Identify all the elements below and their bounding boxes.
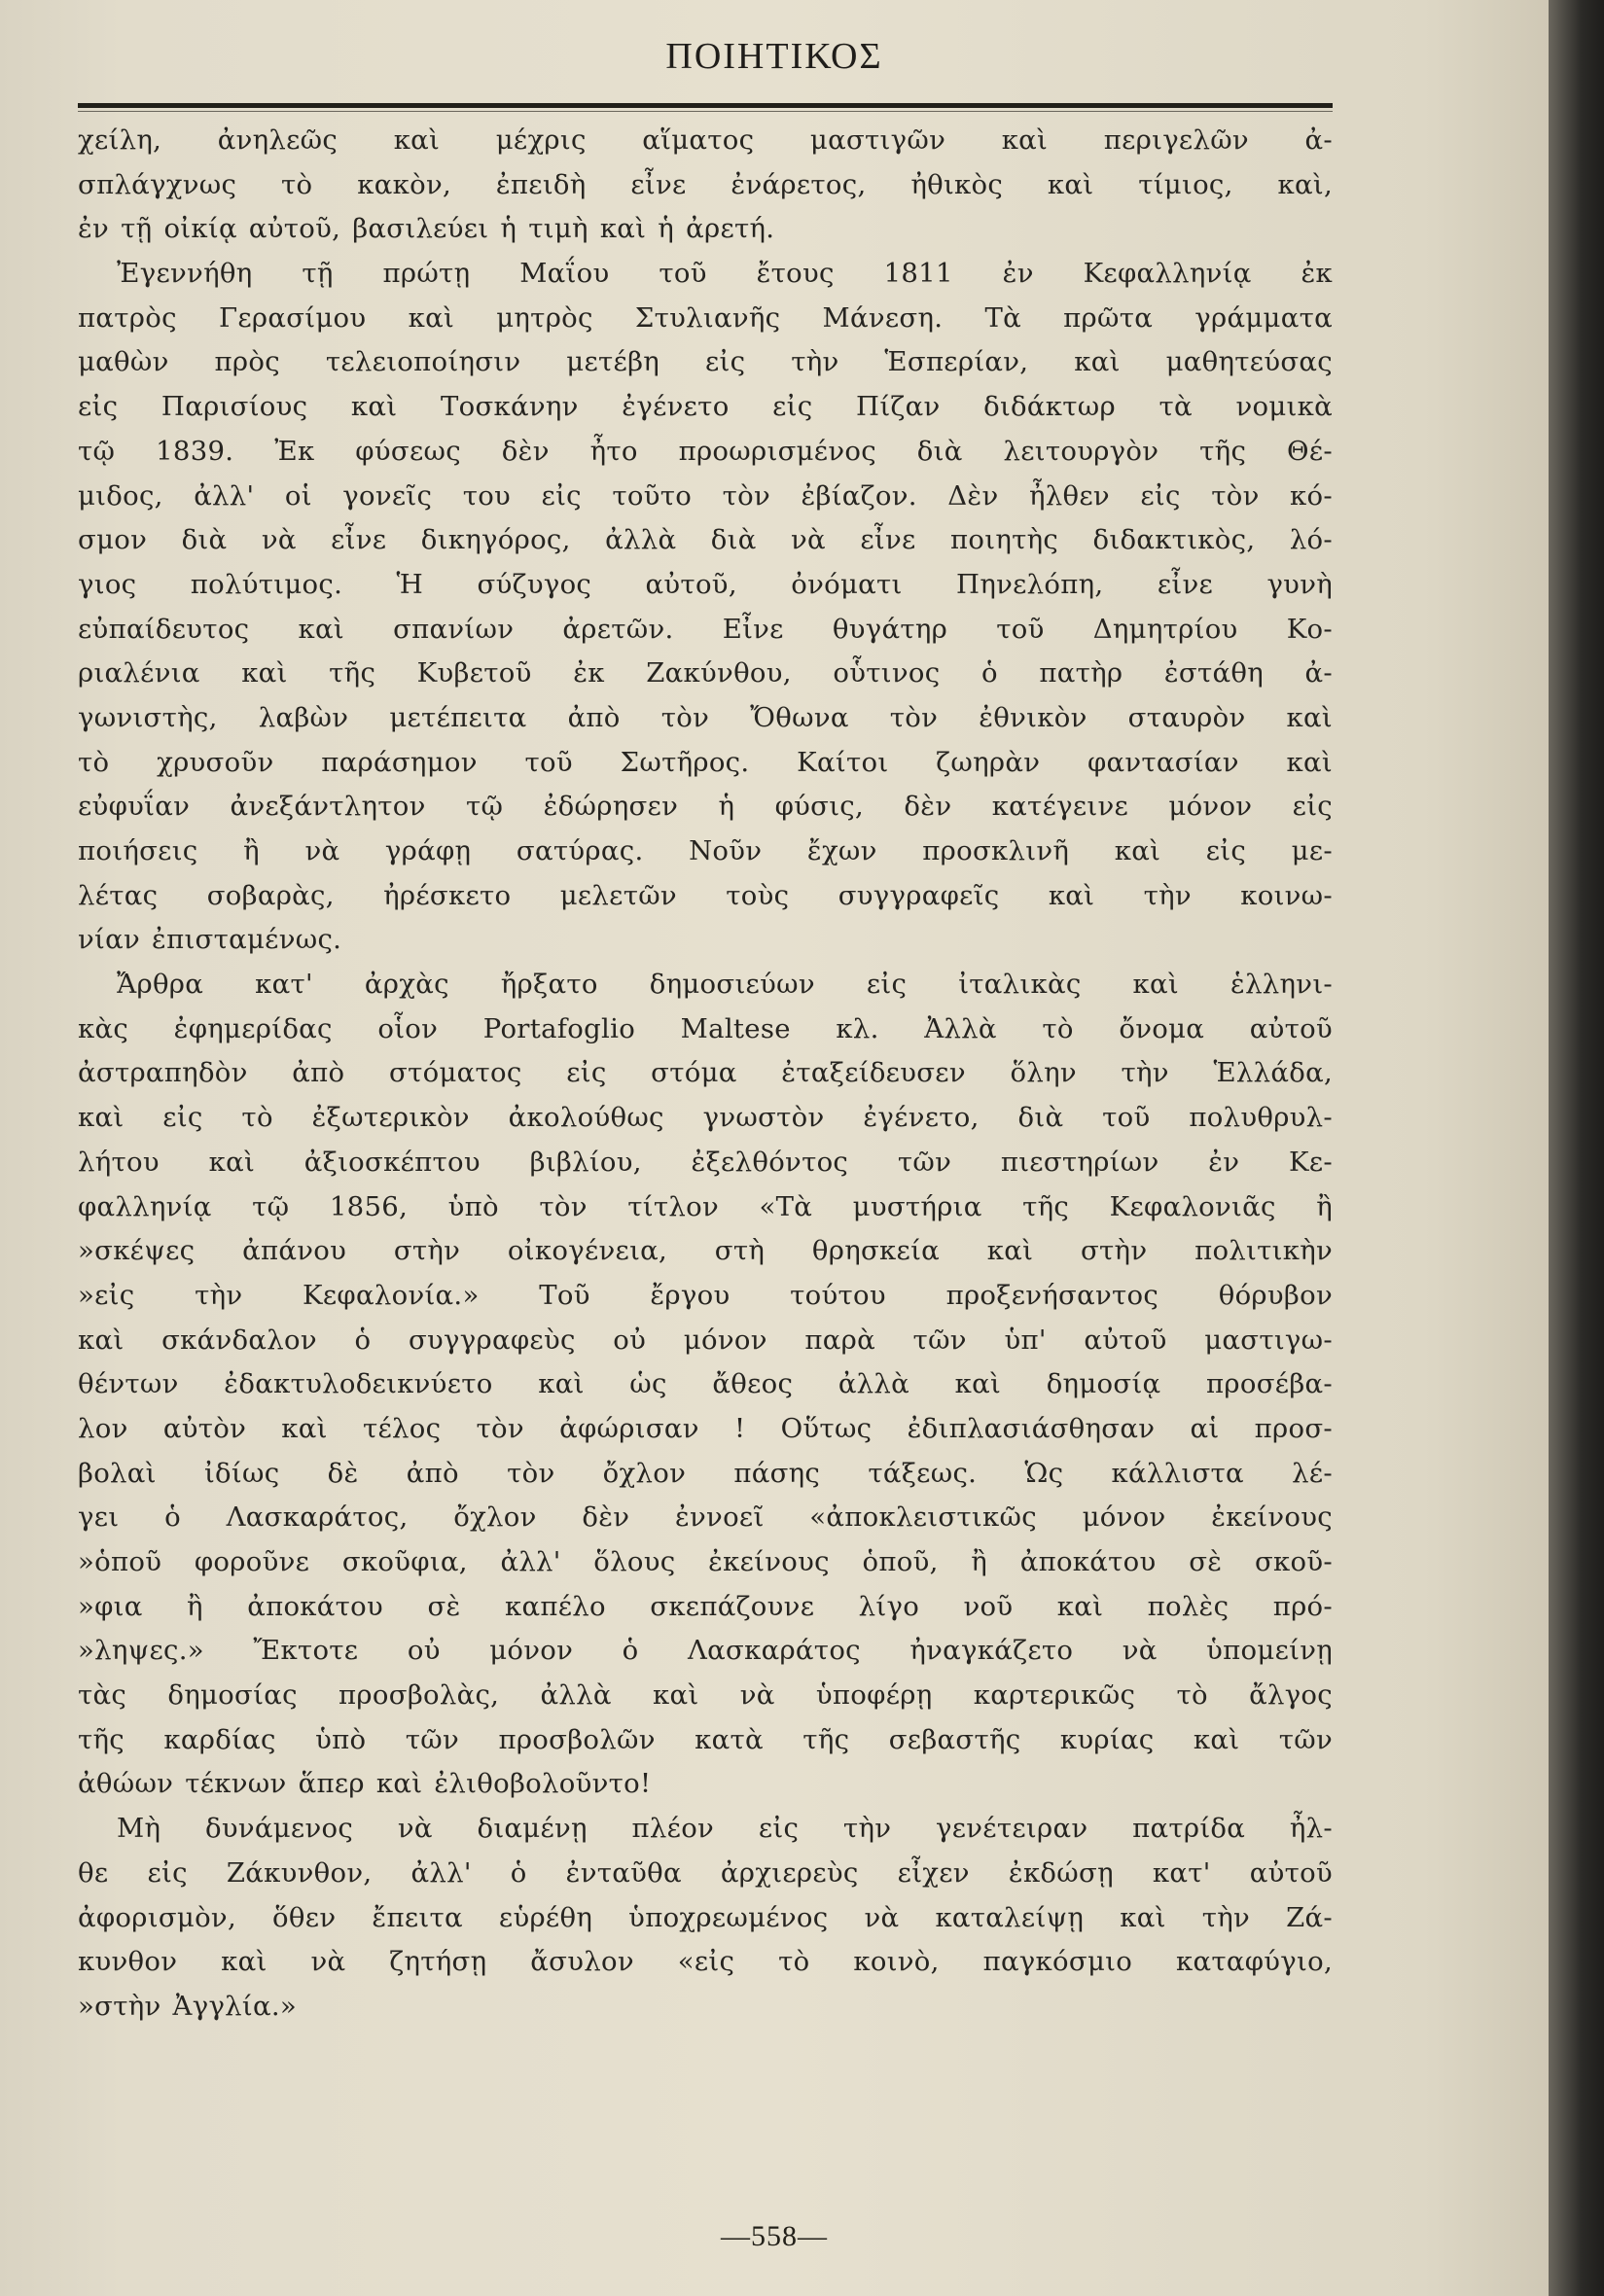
text-line: κὰς ἐφημερίδας οἷον Portafoglio Maltese κλ. Ἀλλὰ τὸ ὄνομα αὐτοῦ bbox=[78, 1012, 1333, 1044]
text-line: λον αὐτὸν καὶ τέλος τὸν ἀφώρισαν ! Οὕτως ἐδιπλασιάσθησαν αἱ προσ- bbox=[78, 1412, 1333, 1444]
text-line: ποιήσεις ἢ νὰ γράφῃ σατύρας. Νοῦν ἔχων προσκλινῆ καὶ εἰς με- bbox=[78, 835, 1333, 866]
page-number: —558— bbox=[721, 2220, 828, 2252]
body-text bbox=[78, 119, 1333, 2030]
running-head: ΠΟΙΗΤΙΚΟΣ bbox=[665, 36, 883, 77]
text-line: κυνθον καὶ νὰ ζητήσῃ ἄσυλον «εἰς τὸ κοινὸ, παγκόσμιο καταφύγιο, bbox=[78, 1946, 1333, 1978]
text-line: σπλάγχνως τὸ κακὸν, ἐπειδὴ εἶνε ἐνάρετος, ἠθικὸς καὶ τίμιος, καὶ, bbox=[78, 168, 1333, 200]
text-line: εὐπαίδευτος καὶ σπανίων ἀρετῶν. Εἶνε θυγάτηρ τοῦ Δημητρίου Κο- bbox=[78, 613, 1333, 645]
header-rule-thin bbox=[78, 111, 1333, 112]
text-line: φαλληνίᾳ τῷ 1856, ὑπὸ τὸν τίτλον «Τὰ μυστήρια τῆς Κεφαλονιᾶς ἢ bbox=[78, 1190, 1333, 1222]
text-line: »στὴν Ἀγγλία.» bbox=[78, 1990, 298, 2022]
text-line: μαθὼν πρὸς τελειοποίησιν μετέβη εἰς τὴν Ἑσπερίαν, καὶ μαθητεύσας bbox=[78, 346, 1333, 378]
text-line: θε εἰς Ζάκυνθον, ἀλλ' ὁ ἐνταῦθα ἀρχιερεὺς εἶχεν ἐκδώσῃ κατ' αὐτοῦ bbox=[78, 1856, 1333, 1889]
text-line: Ἄρθρα κατ' ἀρχὰς ἤρξατο δημοσιεύων εἰς ἰταλικὰς καὶ ἑλληνι- bbox=[117, 969, 1333, 1001]
text-line: εἰς Παρισίους καὶ Τοσκάνην ἐγένετο εἰς Πίζαν διδάκτωρ τὰ νομικὰ bbox=[78, 391, 1333, 423]
text-line: βολαὶ ἰδίως δὲ ἀπὸ τὸν ὄχλον πάσης τάξεως. Ὡς κάλλιστα λέ- bbox=[78, 1457, 1333, 1489]
text-line: »ληψες.» Ἔκτοτε οὐ μόνον ὁ Λασκαράτος ἠναγκάζετο νὰ ὑπομείνῃ bbox=[78, 1635, 1333, 1667]
header-rule bbox=[78, 103, 1333, 108]
text-line: θέντων ἐδακτυλοδεικνύετο καὶ ὡς ἄθεος ἀλλὰ καὶ δημοσίᾳ προσέβα- bbox=[78, 1368, 1333, 1400]
text-line: »φια ἢ ἀποκάτου σὲ καπέλο σκεπάζουνε λίγο νοῦ καὶ πολὲς πρό- bbox=[78, 1590, 1333, 1622]
text-line: Μὴ δυνάμενος νὰ διαμένῃ πλέον εἰς τὴν γενέτειραν πατρίδα ἦλ- bbox=[117, 1813, 1333, 1845]
text-line: τὰς δημοσίας προσβολὰς, ἀλλὰ καὶ νὰ ὑποφέρῃ καρτερικῶς τὸ ἄλγος bbox=[78, 1679, 1333, 1712]
text-line: ἀφορισμὸν, ὅθεν ἔπειτα εὑρέθη ὑποχρεωμένος νὰ καταλείψῃ καὶ τὴν Ζά- bbox=[78, 1901, 1333, 1933]
text-line: λέτας σοβαρὰς, ἠρέσκετο μελετῶν τοὺς συγγραφεῖς καὶ τὴν κοινω- bbox=[78, 879, 1333, 911]
text-line: καὶ εἰς τὸ ἐξωτερικὸν ἀκολούθως γνωστὸν ἐγένετο, διὰ τοῦ πολυθρυλ- bbox=[78, 1102, 1333, 1134]
text-line: τῆς καρδίας ὑπὸ τῶν προσβολῶν κατὰ τῆς σεβαστῆς κυρίας καὶ τῶν bbox=[78, 1723, 1333, 1755]
text-line: μιδος, ἀλλ' οἱ γονεῖς του εἰς τοῦτο τὸν ἐβίαζον. Δὲν ἦλθεν εἰς τὸν κό- bbox=[78, 479, 1333, 512]
text-line: σμον διὰ νὰ εἶνε δικηγόρος, ἀλλὰ διὰ νὰ εἶνε ποιητὴς διδακτικὸς, λό- bbox=[78, 524, 1333, 556]
text-line: ριαλένια καὶ τῆς Κυβετοῦ ἐκ Ζακύνθου, οὗτινος ὁ πατὴρ ἐστάθη ἀ- bbox=[78, 657, 1333, 689]
text-line: γωνιστὴς, λαβὼν μετέπειτα ἀπὸ τὸν Ὄθωνα τὸν ἐθνικὸν σταυρὸν καὶ bbox=[78, 701, 1333, 733]
text-line: πατρὸς Γερασίμου καὶ μητρὸς Στυλιανῆς Μάνεση. Τὰ πρῶτα γράμματα bbox=[78, 301, 1333, 334]
text-line: Ἐγεννήθη τῇ πρώτῃ Μαΐου τοῦ ἔτους 1811 ἐν Κεφαλληνίᾳ ἐκ bbox=[117, 258, 1333, 290]
text-line: τὸ χρυσοῦν παράσημον τοῦ Σωτῆρος. Καίτοι ζωηρὰν φαντασίαν καὶ bbox=[78, 746, 1333, 778]
text-line: νίαν ἐπισταμένως. bbox=[78, 924, 342, 956]
text-line: ἀστραπηδὸν ἀπὸ στόματος εἰς στόμα ἐταξείδευσεν ὅλην τὴν Ἑλλάδα, bbox=[78, 1057, 1333, 1089]
text-line: εὐφυΐαν ἀνεξάντλητον τῷ ἐδώρησεν ἡ φύσις, δὲν κατέγεινε μόνον εἰς bbox=[78, 791, 1333, 823]
text-line: γει ὁ Λασκαράτος, ὄχλον δὲν ἐννοεῖ «ἀποκλειστικῶς μόνον ἐκείνους bbox=[78, 1501, 1333, 1534]
text-line: ἀθώων τέκνων ἅπερ καὶ ἐλιθοβολοῦντο! bbox=[78, 1768, 652, 1800]
text-line: τῷ 1839. Ἐκ φύσεως δὲν ἦτο προωρισμένος διὰ λειτουργὸν τῆς Θέ- bbox=[78, 435, 1333, 467]
text-line: χείλη, ἀνηλεῶς καὶ μέχρις αἵματος μαστιγῶν καὶ περιγελῶν ἀ- bbox=[78, 124, 1333, 156]
book-gutter-shadow bbox=[1549, 0, 1604, 2296]
text-line: ἐν τῇ οἰκίᾳ αὐτοῦ, βασιλεύει ἡ τιμὴ καὶ ἡ ἀρετή. bbox=[78, 213, 775, 245]
text-line: γιος πολύτιμος. Ἡ σύζυγος αὐτοῦ, ὀνόματι Πηνελόπη, εἶνε γυνὴ bbox=[78, 568, 1333, 600]
text-line: »ὁποῦ φοροῦνε σκοῦφια, ἀλλ' ὅλους ἐκείνους ὁποῦ, ἢ ἀποκάτου σὲ σκοῦ- bbox=[78, 1546, 1333, 1577]
text-line: »εἰς τὴν Κεφαλονία.» Τοῦ ἔργου τούτου προξενήσαντος θόρυβον bbox=[78, 1279, 1333, 1311]
text-line: λήτου καὶ ἀξιοσκέπτου βιβλίου, ἐξελθόντος τῶν πιεστηρίων ἐν Κε- bbox=[78, 1146, 1333, 1178]
text-line: καὶ σκάνδαλον ὁ συγγραφεὺς οὐ μόνον παρὰ τῶν ὑπ' αὐτοῦ μαστιγω- bbox=[78, 1324, 1333, 1356]
text-line: »σκέψες ἀπάνου στὴν οἰκογένεια, στὴ θρησκεία καὶ στὴν πολιτικὴν bbox=[78, 1235, 1333, 1267]
